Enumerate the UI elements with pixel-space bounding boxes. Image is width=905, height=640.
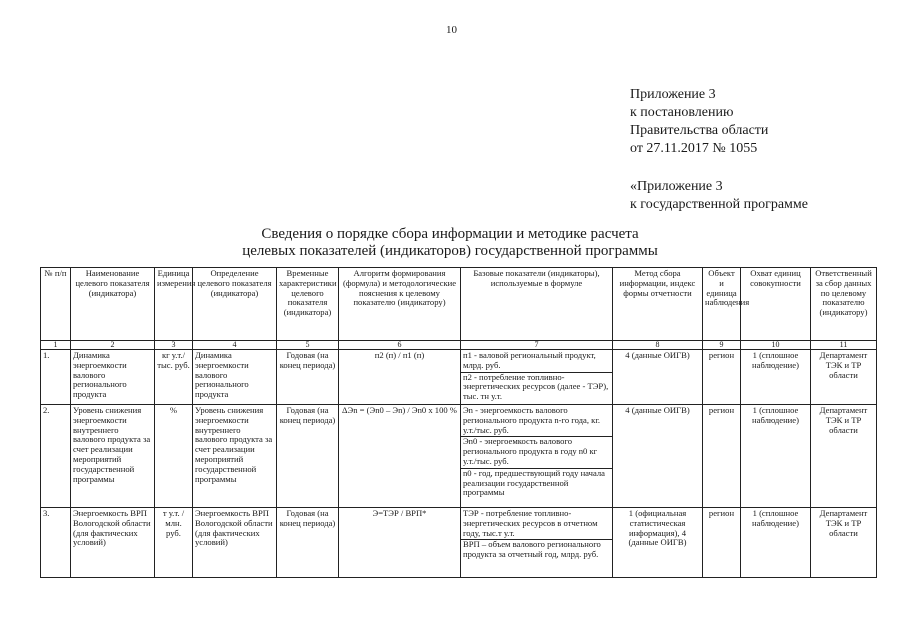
page-number: 10 <box>446 24 457 36</box>
table-row <box>41 508 877 578</box>
header-cell: Ответственный за сбор данных по целевому показателю (индикатору) <box>811 268 877 341</box>
unit-cell: кг у.т./ тыс. руб. <box>155 350 193 405</box>
column-number-row <box>41 341 877 350</box>
header-cell: № п/п <box>41 268 71 341</box>
timing-cell: Годовая (на конец периода) <box>277 508 339 578</box>
appendix-line: к государственной программе <box>630 197 808 212</box>
base-indicator: ТЭР - потребление топливно-энергетических ресурсов в отчетном году, тыс.т у.т. <box>461 509 612 540</box>
appendix-line: от 27.11.2017 № 1055 <box>630 141 758 156</box>
indicators-table <box>40 267 877 578</box>
column-number: 2 <box>71 341 155 350</box>
appendix-line: Приложение 3 <box>630 87 716 102</box>
base-indicator: n0 - год, предшествующий году начала реализации государственной программы <box>463 467 605 498</box>
base-indicator: п1 - валовой региональный продукт, млрд. руб. <box>461 351 612 373</box>
unit-cell: т у.т. / млн. руб. <box>155 508 193 578</box>
document-title <box>90 226 810 260</box>
table-row <box>41 405 877 508</box>
responsible-cell: Департамент ТЭК и ТР области <box>811 405 877 508</box>
base-indicator: п2 - потребление топливно-энергетических ресурсов (далее - ТЭР), тыс. тн у.т. <box>463 371 609 402</box>
header-cell: Охват единиц совокупности <box>741 268 811 341</box>
formula-cell: Э=ТЭР / ВРП* <box>339 508 461 578</box>
header-cell: Базовые показатели (индикаторы), используемые в формуле <box>461 268 613 341</box>
column-number: 3 <box>155 341 193 350</box>
column-number: 10 <box>741 341 811 350</box>
base-indicator: Эn0 - энергоемкость валового регионального продукта в году n0 кг у.т./тыс. руб. <box>461 437 612 468</box>
indicators-table-container <box>40 267 876 578</box>
row-number: 1. <box>41 350 71 405</box>
title-line: целевых показателей (индикаторов) государственной программы <box>242 243 658 259</box>
header-cell: Единица измерения <box>155 268 193 341</box>
header-cell: Временные характеристики целевого показателя (индикатора) <box>277 268 339 341</box>
base-indicator: ВРП – объем валового регионального продукта за отчетный год, млрд. руб. <box>463 539 601 560</box>
definition-cell: Энергоемкость ВРП Вологодской области (для фактических условий) <box>193 508 277 578</box>
indicator-name: Энергоемкость ВРП Вологодской области (для фактических условий) <box>71 508 155 578</box>
method-cell: 1 (официальная статистическая информация), 4 (данные ОИГВ) <box>613 508 703 578</box>
base-indicators-cell <box>461 350 613 405</box>
indicator-name: Уровень снижения энергоемкости внутреннего валового продукта за счет реализации мероприятий государственной программы <box>71 405 155 508</box>
base-indicators-cell <box>461 508 613 578</box>
unit-cell: % <box>155 405 193 508</box>
appendix-line: Правительства области <box>630 123 769 138</box>
responsible-cell: Департамент ТЭК и ТР области <box>811 350 877 405</box>
coverage-cell: 1 (сплошное наблюдение) <box>741 350 811 405</box>
definition-cell: Динамика энергоемкости валового регионального продукта <box>193 350 277 405</box>
column-number: 1 <box>41 341 71 350</box>
object-cell: регион <box>703 405 741 508</box>
row-number: 3. <box>41 508 71 578</box>
table-row <box>41 350 877 405</box>
indicator-name: Динамика энергоемкости валового регионального продукта <box>71 350 155 405</box>
responsible-cell: Департамент ТЭК и ТР области <box>811 508 877 578</box>
definition-cell: Уровень снижения энергоемкости внутреннего валового продукта за счет реализации мероприятий государственной программы <box>193 405 277 508</box>
base-indicator: Эn - энергоемкость валового регионального продукта n-го года, кг. у.т./тыс. руб. <box>461 406 612 437</box>
column-number: 4 <box>193 341 277 350</box>
column-number: 5 <box>277 341 339 350</box>
coverage-cell: 1 (сплошное наблюдение) <box>741 405 811 508</box>
column-number: 8 <box>613 341 703 350</box>
header-cell: Наименование целевого показателя (индикатора) <box>71 268 155 341</box>
method-cell: 4 (данные ОИГВ) <box>613 350 703 405</box>
column-number: 6 <box>339 341 461 350</box>
timing-cell: Годовая (на конец периода) <box>277 350 339 405</box>
header-cell: Объект и единица наблюдения <box>703 268 741 341</box>
formula-cell: п2 (п) / п1 (п) <box>339 350 461 405</box>
column-number: 9 <box>703 341 741 350</box>
timing-cell: Годовая (на конец периода) <box>277 405 339 508</box>
formula-cell: ΔЭn = (Эn0 – Эn) / Эn0 х 100 % <box>339 405 461 508</box>
appendix-line: «Приложение 3 <box>630 179 723 194</box>
header-cell: Метод сбора информации, индекс формы отчетности <box>613 268 703 341</box>
column-number: 7 <box>461 341 613 350</box>
header-row <box>41 268 877 341</box>
column-number: 11 <box>811 341 877 350</box>
method-cell: 4 (данные ОИГВ) <box>613 405 703 508</box>
coverage-cell: 1 (сплошное наблюдение) <box>741 508 811 578</box>
header-cell: Определение целевого показателя (индикатора) <box>193 268 277 341</box>
header-cell: Алгоритм формирования (формула) и методологические пояснения к целевому показателю (индикатору) <box>339 268 461 341</box>
title-line: Сведения о порядке сбора информации и методике расчета <box>261 226 639 242</box>
row-number: 2. <box>41 405 71 508</box>
base-indicators-cell <box>461 405 613 508</box>
appendix-header <box>630 86 808 214</box>
object-cell: регион <box>703 350 741 405</box>
object-cell: регион <box>703 508 741 578</box>
appendix-line: к постановлению <box>630 105 734 120</box>
